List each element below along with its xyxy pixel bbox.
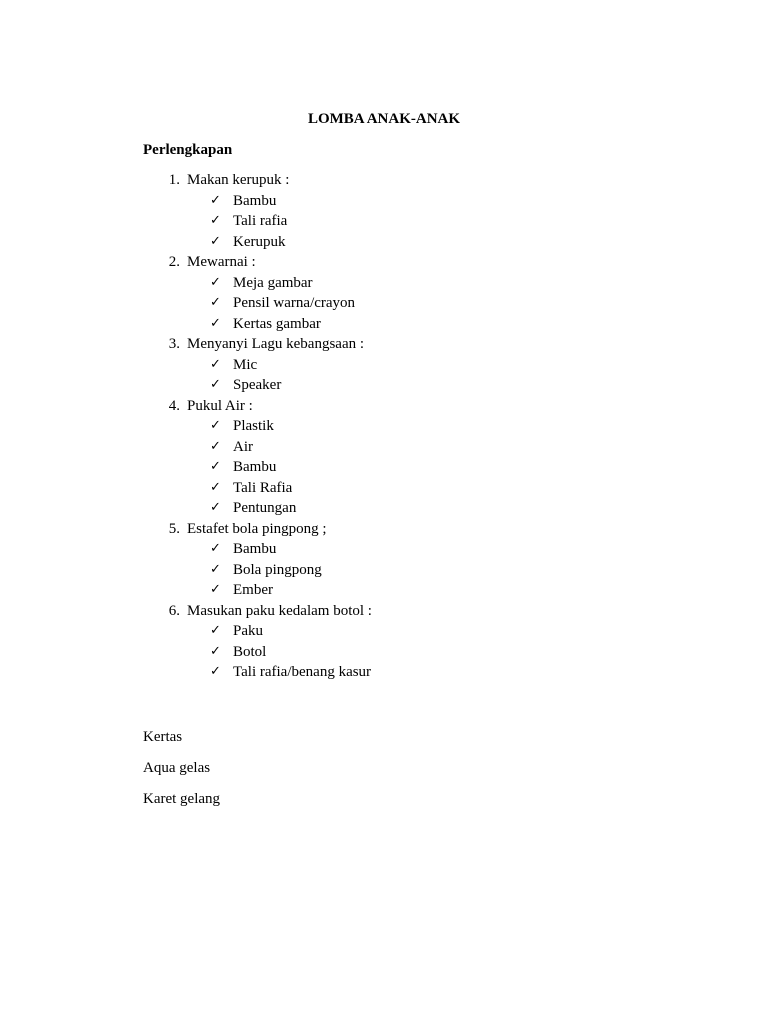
sub-list <box>0 273 768 335</box>
list-item <box>0 170 768 252</box>
list-item <box>0 252 768 334</box>
list-item <box>0 601 768 683</box>
item-label: Menyanyi Lagu kebangsaan : <box>187 336 365 352</box>
item-label: Pukul Air : <box>187 397 253 414</box>
sub-list-item <box>0 232 768 253</box>
item-number: 5. <box>168 520 180 537</box>
checkmark-icon: ✓ <box>210 561 221 577</box>
item-number: 2. <box>168 254 180 270</box>
checkmark-icon: ✓ <box>210 274 221 290</box>
sub-list-item <box>0 539 768 560</box>
sub-list-item <box>0 437 768 458</box>
sub-list-item <box>0 416 768 437</box>
sub-item-label: Meja gambar <box>233 274 313 291</box>
sub-item-label: Bambu <box>233 459 277 475</box>
checkmark-icon: ✓ <box>210 582 221 597</box>
sub-list-item <box>0 580 768 601</box>
sub-item-label: Plastik <box>233 418 274 434</box>
sub-list <box>0 539 768 601</box>
checkmark-icon: ✓ <box>210 459 221 474</box>
sub-list-item <box>0 293 768 314</box>
sub-list-item <box>0 560 768 581</box>
sub-list <box>0 191 768 253</box>
extra-item-kertas: Kertas <box>143 729 183 745</box>
item-label: Estafet bola pingpong ; <box>187 520 327 537</box>
sub-list <box>0 355 768 396</box>
checkmark-icon: ✓ <box>210 664 221 679</box>
sub-list-item <box>0 211 768 232</box>
sub-item-label: Bambu <box>233 541 277 557</box>
sub-item-label: Pentungan <box>233 500 297 516</box>
sub-item-label: Pensil warna/crayon <box>233 295 356 311</box>
checkmark-icon: ✓ <box>210 315 221 331</box>
sub-item-label: Kerupuk <box>233 233 286 250</box>
checkmark-icon: ✓ <box>210 438 221 454</box>
item-number: 4. <box>168 397 180 414</box>
list-item <box>0 396 768 519</box>
item-number: 1. <box>168 172 180 188</box>
checkmark-icon: ✓ <box>210 213 221 228</box>
sub-list-item <box>0 662 768 683</box>
sub-item-label: Speaker <box>233 377 282 393</box>
sub-list-item <box>0 642 768 663</box>
list-item <box>0 334 768 396</box>
sub-item-label: Mic <box>233 356 258 373</box>
sub-list-item <box>0 621 768 642</box>
sub-item-label: Kertas gambar <box>233 315 321 332</box>
sub-item-label: Ember <box>233 582 273 598</box>
sub-item-label: Tali Rafia <box>233 479 293 496</box>
checkmark-icon: ✓ <box>210 356 221 372</box>
extra-item-karet-gelang: Karet gelang <box>143 791 221 807</box>
checkmark-icon: ✓ <box>210 643 221 659</box>
sub-item-label: Botol <box>233 643 267 660</box>
item-label: Mewarnai : <box>187 254 256 270</box>
item-label: Makan kerupuk : <box>187 172 290 188</box>
sub-item-label: Bambu <box>233 192 277 209</box>
checkmark-icon: ✓ <box>210 418 221 433</box>
sub-list <box>0 416 768 519</box>
sub-list-item <box>0 375 768 396</box>
sub-list-item <box>0 314 768 335</box>
sub-list-item <box>0 478 768 499</box>
section-heading: Perlengkapan <box>143 142 233 158</box>
sub-list-item <box>0 498 768 519</box>
equipment-list <box>0 170 768 683</box>
checkmark-icon: ✓ <box>210 295 221 310</box>
sub-item-label: Paku <box>233 623 263 639</box>
sub-item-label: Air <box>233 438 253 455</box>
sub-list <box>0 621 768 683</box>
sub-list-item <box>0 191 768 212</box>
item-number: 3. <box>168 336 180 352</box>
list-item <box>0 519 768 601</box>
sub-list-item <box>0 457 768 478</box>
checkmark-icon: ✓ <box>210 377 221 392</box>
sub-list-item <box>0 273 768 294</box>
sub-item-label: Tali rafia/benang kasur <box>233 664 372 680</box>
checkmark-icon: ✓ <box>210 623 221 638</box>
extra-item-aqua-gelas: Aqua gelas <box>143 760 211 776</box>
document-title: LOMBA ANAK-ANAK <box>307 111 461 127</box>
item-number: 6. <box>168 602 180 619</box>
checkmark-icon: ✓ <box>210 541 221 556</box>
checkmark-icon: ✓ <box>210 233 221 249</box>
sub-item-label: Bola pingpong <box>233 561 322 578</box>
item-label: Masukan paku kedalam botol : <box>187 602 372 619</box>
checkmark-icon: ✓ <box>210 479 221 495</box>
checkmark-icon: ✓ <box>210 500 221 515</box>
checkmark-icon: ✓ <box>210 192 221 208</box>
sub-list-item <box>0 355 768 376</box>
sub-item-label: Tali rafia <box>233 213 288 229</box>
